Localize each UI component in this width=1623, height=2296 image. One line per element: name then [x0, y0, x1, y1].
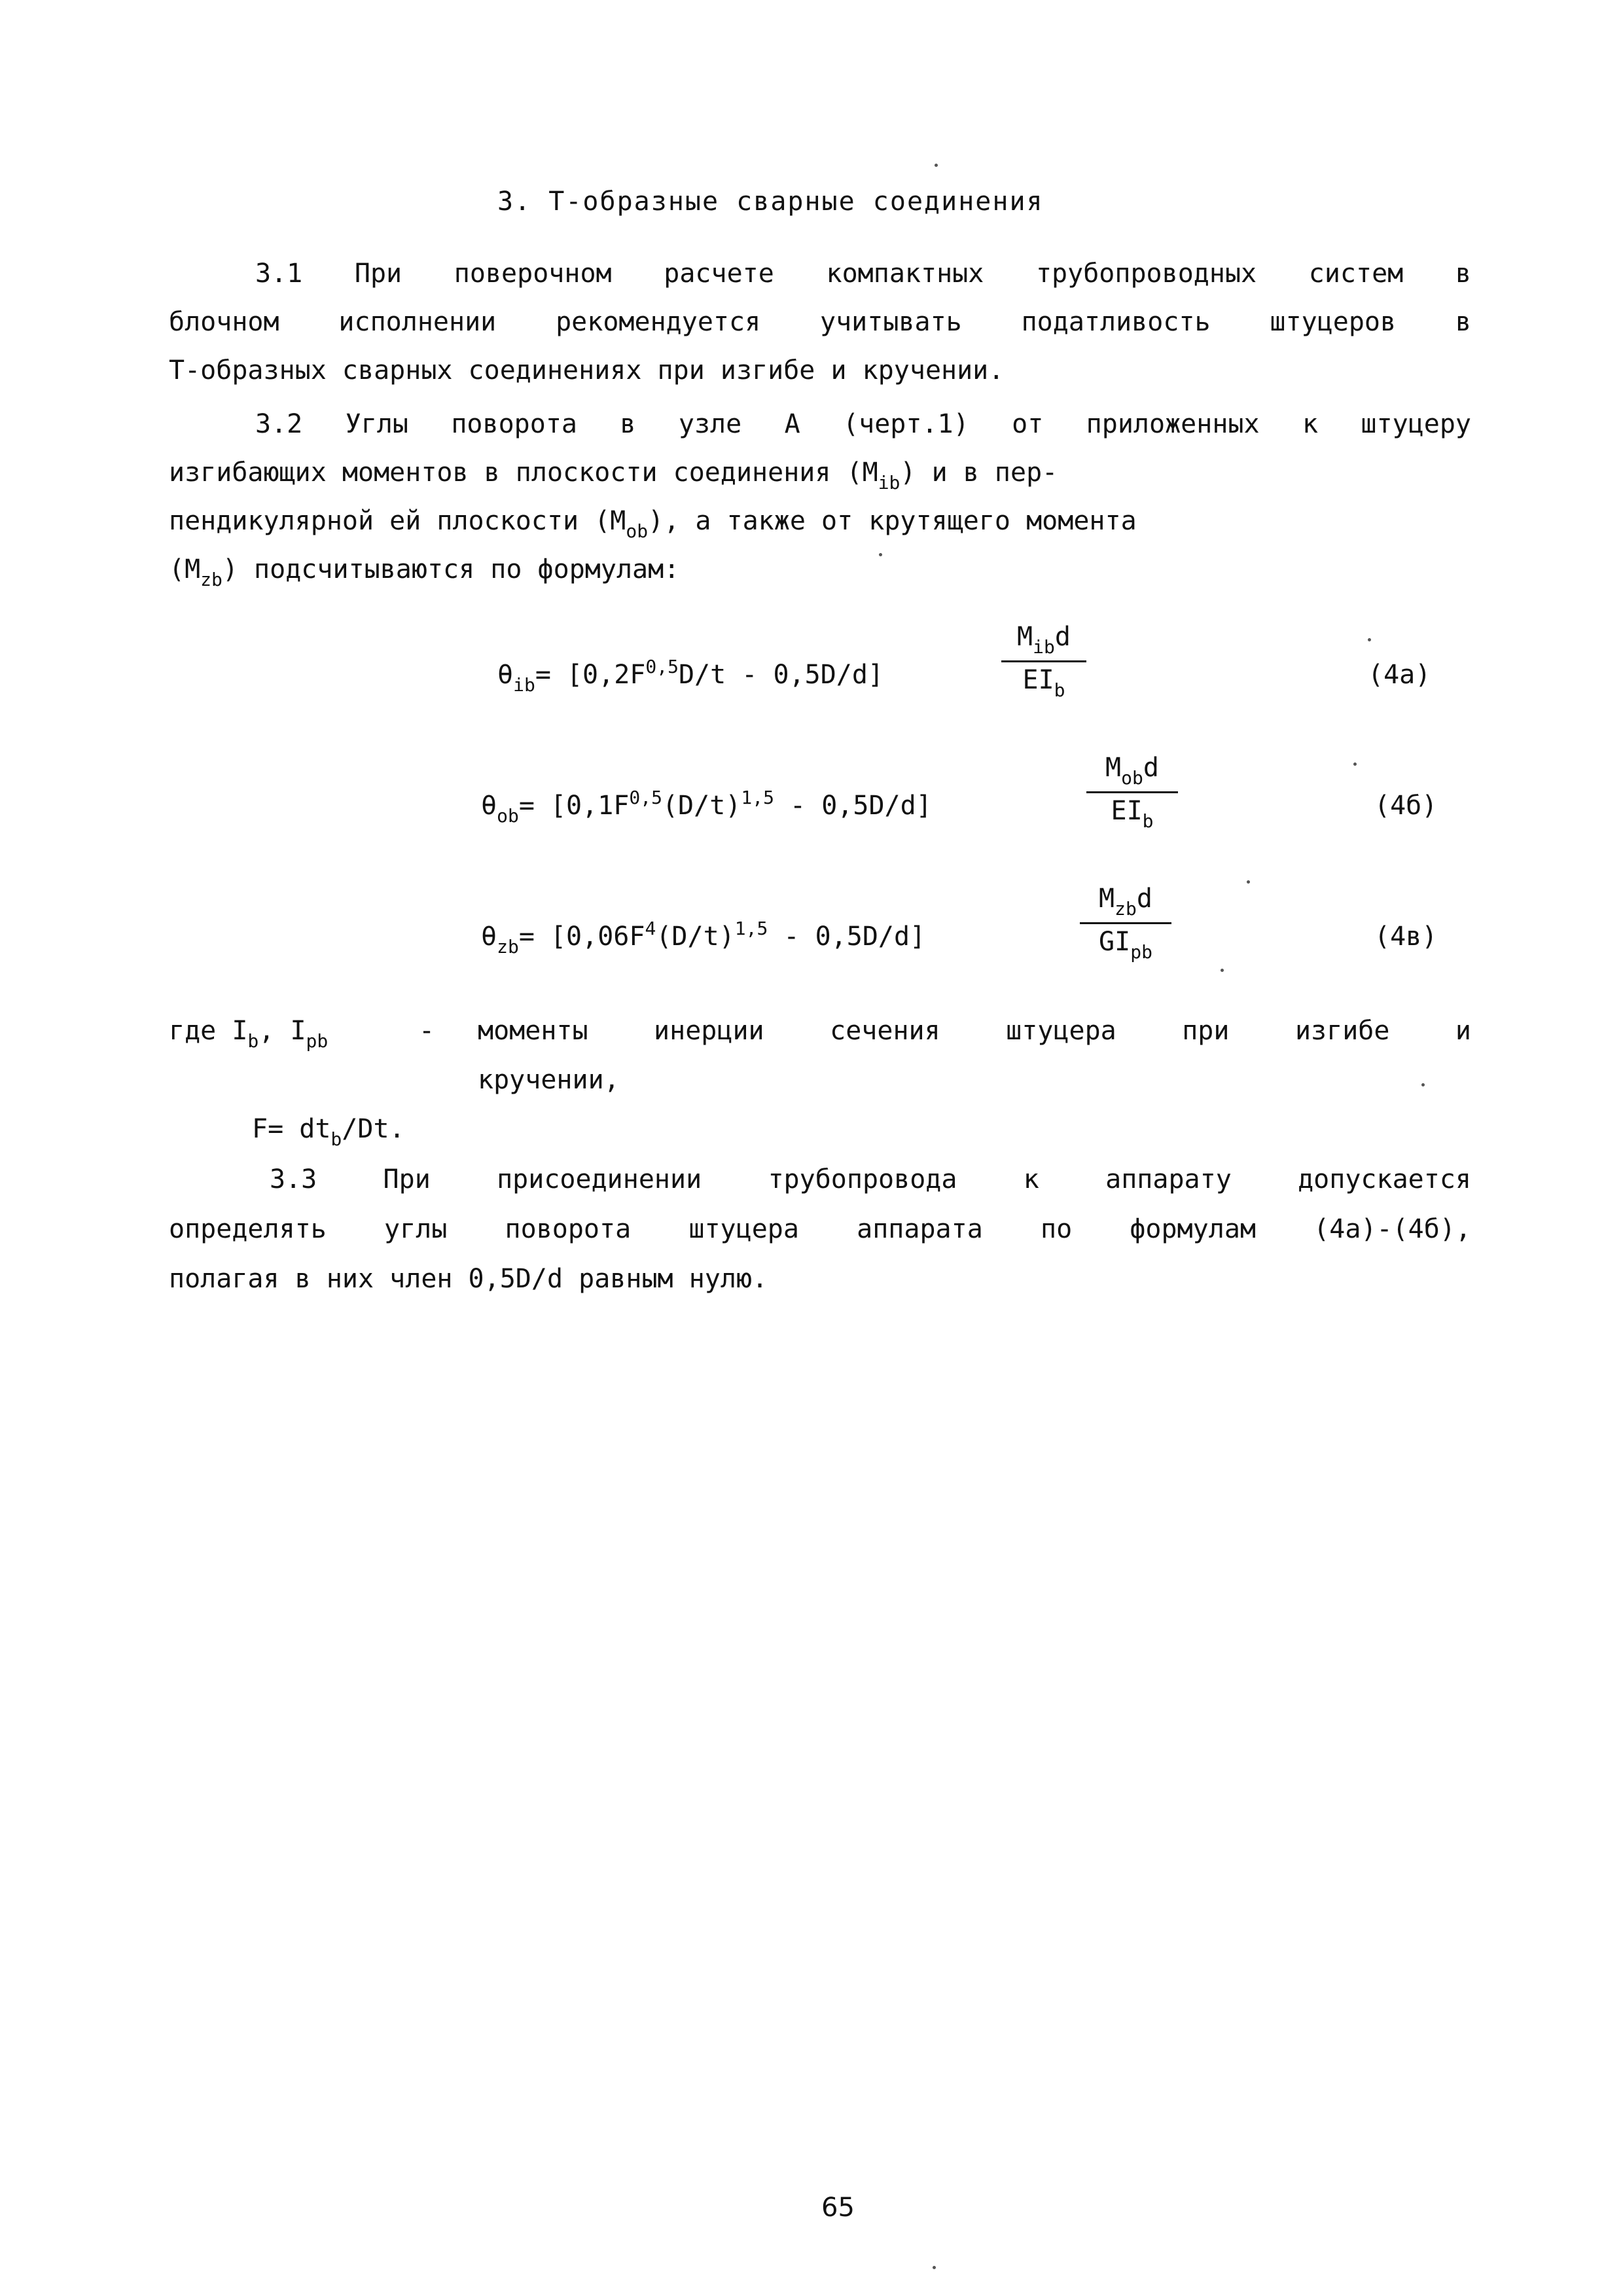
f-def-sub: b: [330, 1128, 342, 1150]
fraction-numerator: [1105, 753, 1159, 789]
fraction-4b: [1086, 753, 1178, 832]
para-3-3-line-2: определять углы поворота штуцера аппарата по формулам (4а)-(4б),: [169, 1214, 1471, 1244]
formula-label-4a: (4а): [1368, 660, 1431, 690]
num-symbol: M: [1099, 884, 1115, 914]
f-def-b: /Dt.: [342, 1114, 405, 1144]
theta-subscript: zb: [497, 936, 519, 958]
para-3-2-line-4-a: (M: [169, 554, 201, 584]
scan-speck: [933, 2266, 936, 2269]
f-def-a: F= dt: [252, 1114, 331, 1144]
section-heading: 3. Т-образные сварные соединения: [497, 187, 1044, 217]
para-3-2-line-4: [169, 556, 1471, 589]
theta-symbol: θ: [497, 660, 514, 690]
f-definition: [252, 1116, 1554, 1149]
para-3-2-line-2: [169, 459, 1471, 492]
formula-rest-2: - 0,5D/d]: [774, 791, 932, 821]
num-subscript: zb: [1115, 898, 1137, 920]
para-3-1-line-3: Т-образных сварных соединениях при изгибе и кручении.: [169, 355, 1005, 386]
para-3-2-line-2-sub: ib: [878, 472, 901, 493]
scan-speck: [1221, 969, 1224, 972]
num-tail: d: [1054, 622, 1071, 652]
num-symbol: M: [1105, 753, 1122, 783]
fraction-numerator: [1099, 884, 1152, 920]
fraction-4v: [1080, 884, 1171, 963]
para-3-1-line-1: 3.1 При поверочном расчете компактных трубопроводных систем в: [255, 259, 1471, 289]
para-3-2-line-2-a: изгибающих моментов в плоскости соединения (M: [169, 457, 878, 488]
formula-4b: [481, 787, 932, 827]
where-symbols: [169, 1018, 404, 1050]
scan-speck: [1247, 880, 1250, 884]
formula-exponent-2: 1,5: [734, 918, 768, 939]
where-dash: -: [419, 1016, 435, 1046]
den-symbol: EI: [1111, 796, 1143, 827]
para-3-2-line-2-b: ) и в пер-: [900, 457, 1058, 488]
where-comma: , I: [259, 1016, 306, 1046]
scan-speck: [1353, 762, 1357, 766]
formula-4v: [481, 918, 925, 958]
formula-rest: (D/t): [656, 922, 735, 952]
theta-subscript: ob: [497, 805, 519, 827]
formula-rest: (D/t): [662, 791, 741, 821]
formula-label-4b: (4б): [1374, 791, 1438, 821]
den-subscript: b: [1054, 679, 1065, 702]
scan-speck: [935, 164, 938, 167]
para-3-2-line-3-a: пендикулярной ей плоскости (M: [169, 506, 626, 536]
para-3-1-line-2: блочном исполнении рекомендуется учитывать податливость штуцеров в: [169, 307, 1471, 337]
formula-body: = [0,1F: [518, 791, 630, 821]
num-tail: d: [1136, 884, 1152, 914]
den-symbol: GI: [1099, 927, 1131, 958]
formula-body: = [0,06F: [518, 922, 645, 952]
den-subscript: b: [1142, 810, 1154, 833]
where-sub-1: b: [247, 1030, 259, 1052]
para-3-3-line-3: полагая в них член 0,5D/d равным нулю.: [169, 1264, 768, 1294]
fraction-denominator: [1111, 796, 1153, 832]
den-symbol: EI: [1022, 665, 1054, 696]
num-symbol: M: [1017, 622, 1033, 652]
num-tail: d: [1143, 753, 1159, 783]
scan-speck: [1368, 638, 1371, 641]
where-text-1: моменты инерции сечения штуцера при изгибе и: [478, 1016, 1471, 1046]
formula-body: = [0,2F: [535, 660, 646, 690]
fraction-4a: [1001, 622, 1086, 701]
theta-symbol: θ: [481, 922, 497, 952]
formula-exponent: 0,5: [629, 787, 662, 808]
scan-speck: [1421, 1083, 1425, 1086]
formula-exponent-2: 1,5: [741, 787, 774, 808]
formula-rest-2: - 0,5D/d]: [768, 922, 926, 952]
fraction-bar: [1086, 791, 1178, 793]
scan-speck: [879, 553, 882, 556]
num-subscript: ob: [1121, 767, 1143, 789]
theta-subscript: ib: [513, 674, 535, 696]
theta-symbol: θ: [481, 791, 497, 821]
para-3-2-line-1: 3.2 Углы поворота в узле А (черт.1) от приложенных к штуцеру: [255, 409, 1471, 439]
where-g: где I: [169, 1016, 248, 1046]
formula-rest: D/t - 0,5D/d]: [678, 660, 884, 690]
formula-label-4v: (4в): [1374, 922, 1438, 952]
formula-4a: [497, 656, 883, 696]
num-subscript: ib: [1033, 636, 1055, 658]
den-subscript: pb: [1130, 941, 1152, 963]
para-3-2-line-4-b: ) подсчитываются по формулам:: [222, 554, 680, 584]
formula-exponent: 0,5: [645, 656, 679, 677]
para-3-2-line-3-sub: ob: [626, 520, 649, 542]
fraction-bar: [1001, 660, 1086, 662]
formula-exponent: 4: [645, 918, 656, 939]
fraction-denominator: [1099, 927, 1152, 963]
fraction-denominator: [1022, 665, 1065, 701]
para-3-2-line-3: [169, 508, 1471, 541]
fraction-bar: [1080, 922, 1171, 924]
para-3-2-line-3-b: ), а также от крутящего момента: [648, 506, 1137, 536]
where-text-2: кручении,: [478, 1065, 620, 1095]
fraction-numerator: [1017, 622, 1071, 658]
para-3-3-line-1: 3.3 При присоединении трубопровода к аппарату допускается: [270, 1164, 1471, 1194]
page-number: 65: [821, 2193, 855, 2223]
where-sub-2: pb: [306, 1030, 329, 1052]
para-3-2-line-4-sub: zb: [200, 569, 223, 590]
